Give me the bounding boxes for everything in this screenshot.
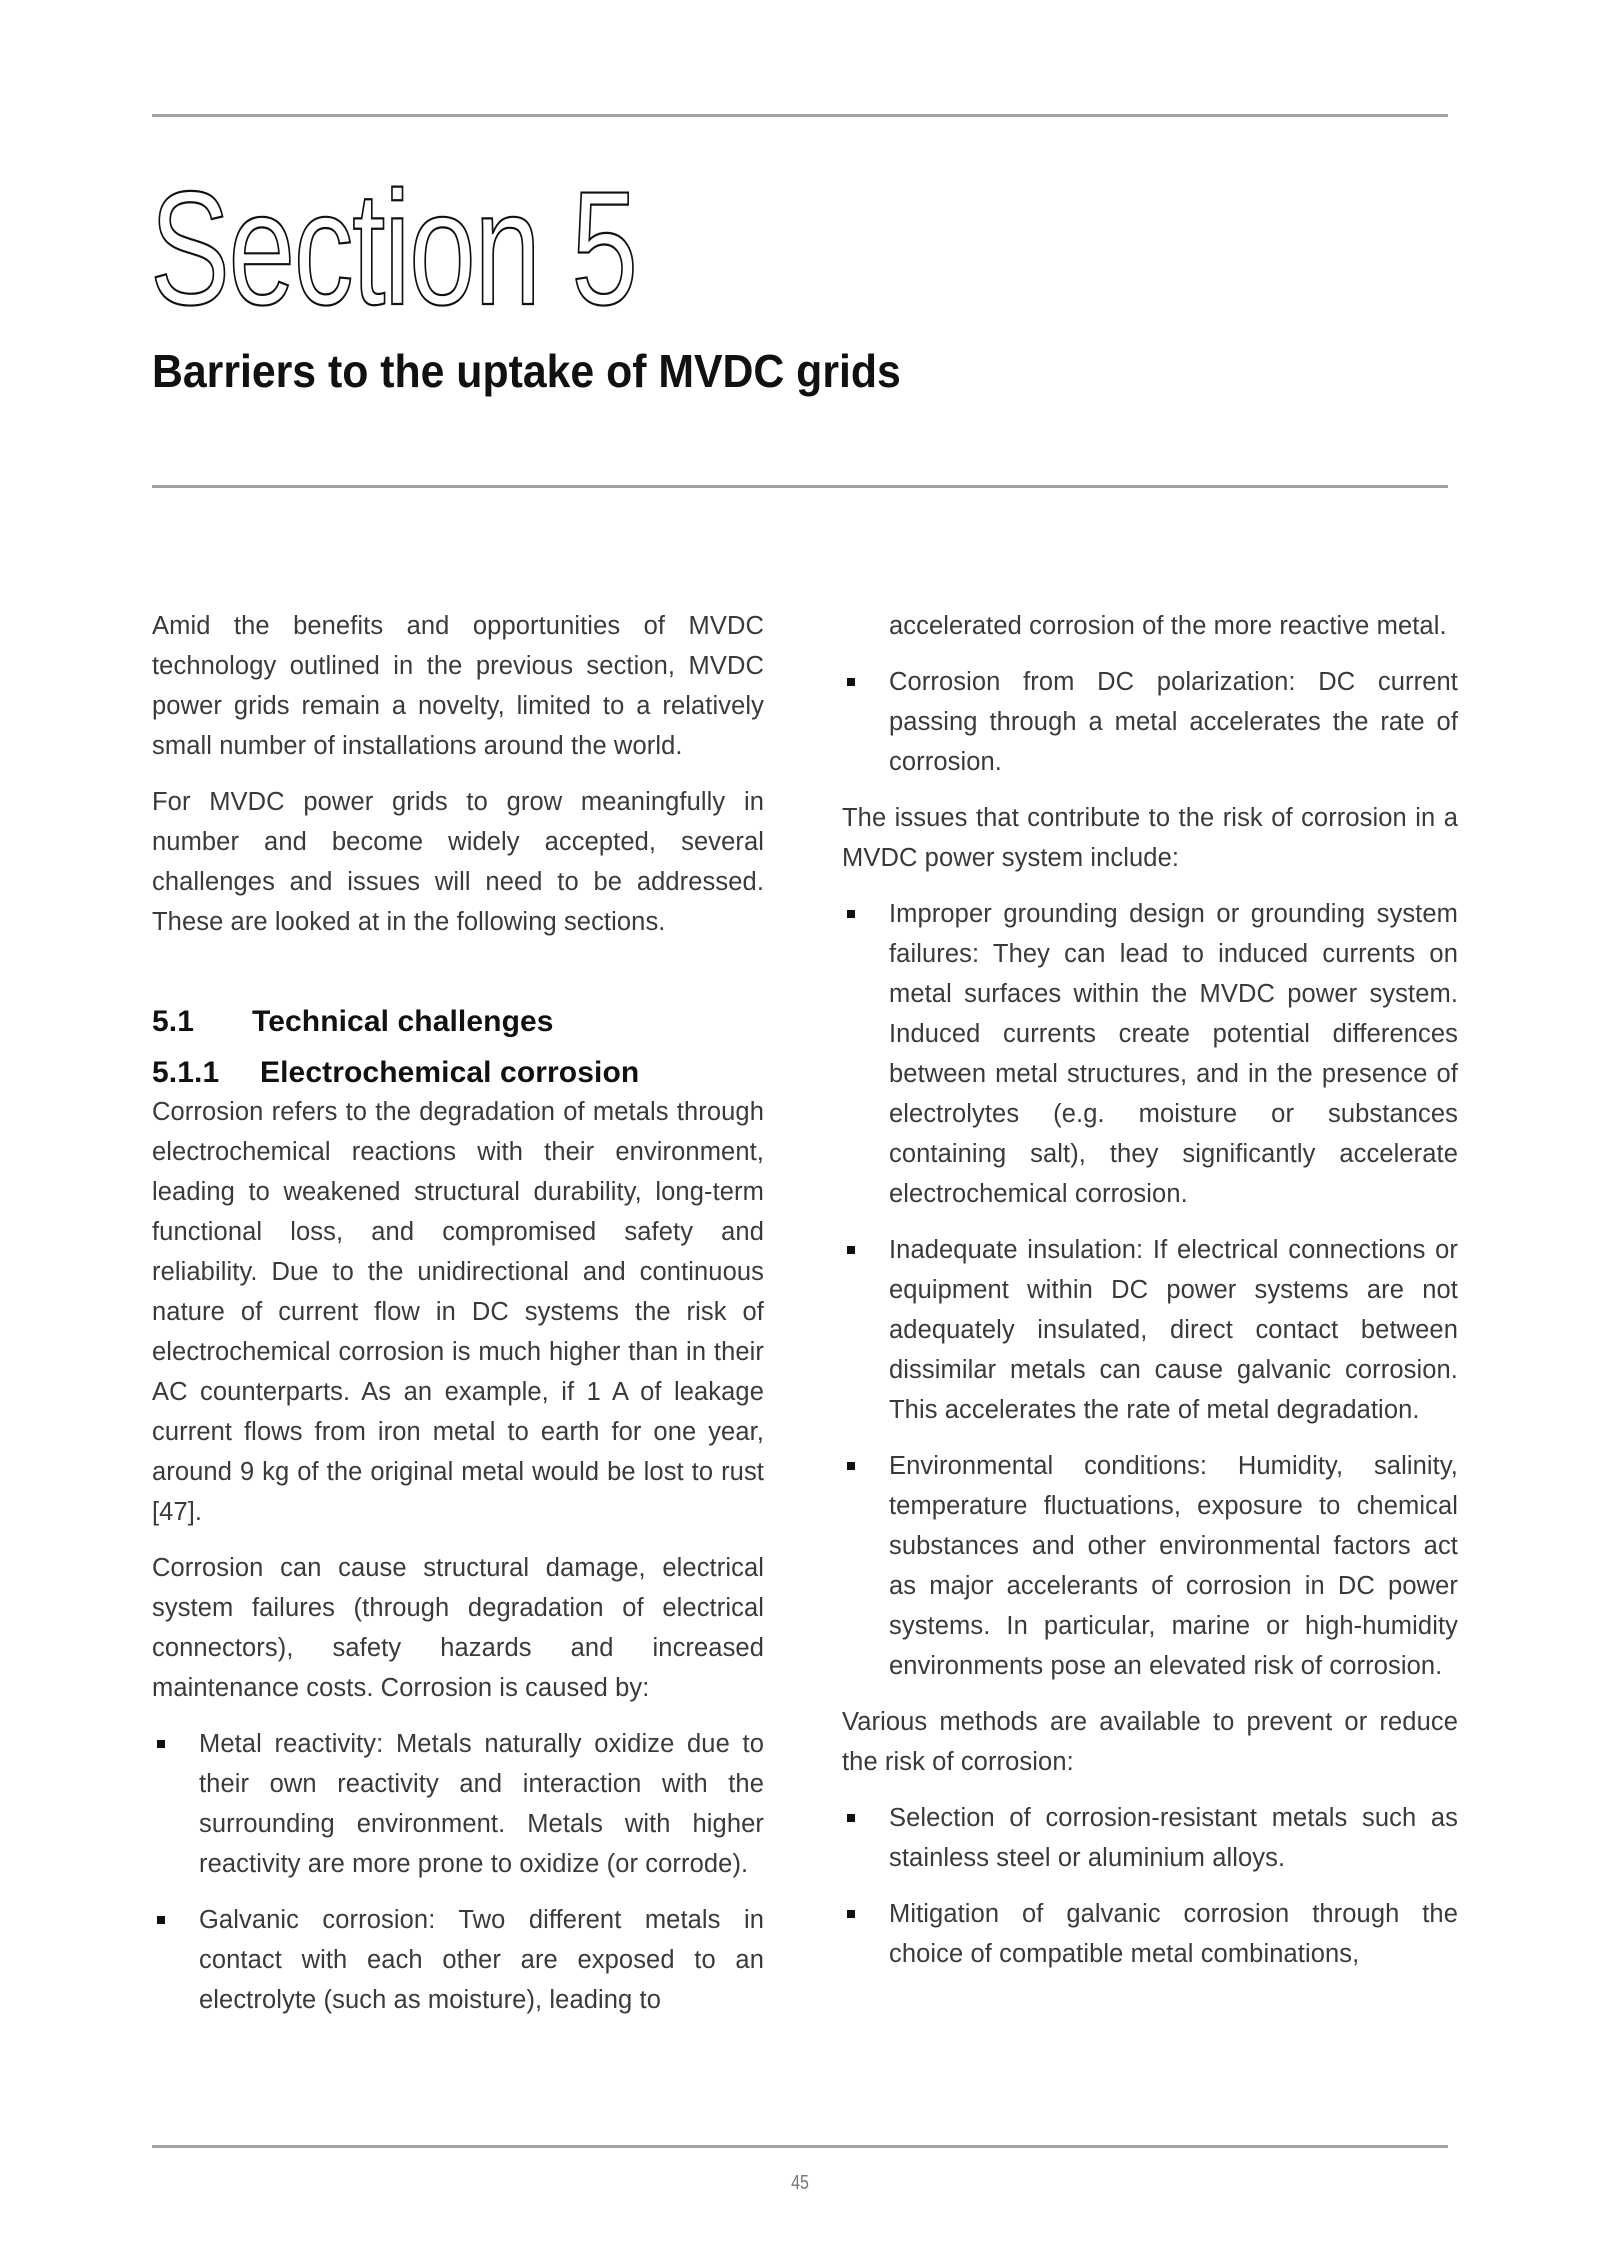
footer-divider [152,2145,1448,2148]
square-bullet-icon [847,1814,855,1822]
list-item [842,1446,1458,1686]
square-bullet-icon [157,1740,165,1748]
list-item [842,894,1458,1214]
issues-list [842,894,1458,1686]
methods-list [842,1798,1458,1974]
list-item [842,1798,1458,1878]
list-item-text: Galvanic corrosion: Two different metals in contact with each other are exposed to an electrolyte (such as moisture), leading to [199,1906,764,2014]
list-item [152,1724,764,1884]
list-item [842,1894,1458,1974]
left-column [152,606,764,2036]
list-item [152,1900,764,2020]
square-bullet-icon [847,910,855,918]
intro-paragraph: Amid the benefits and opportunities of MVDC technology outlined in the previous section, MVDC power grids remain a novelty, limited to a relatively small number of installations around the world. [152,612,764,760]
header-divider [152,485,1448,488]
page-title: Barriers to the uptake of MVDC grids [152,345,901,397]
top-divider [152,114,1448,117]
square-bullet-icon [157,1916,165,1924]
section-label: Section 5 [150,158,637,339]
heading-5-1-1 [152,1052,764,1094]
square-bullet-icon [847,678,855,686]
list-item-text: accelerated corrosion of the more reactive metal. [889,612,1447,640]
list-item-continuation [842,606,1458,646]
page-number: 45 [791,2172,809,2194]
body-paragraph: Corrosion can cause structural damage, electrical system failures (through degradation of electrical connectors), safety hazards and increased maintenance costs. Corrosion is caused by: [152,1554,764,1702]
body-paragraph: Various methods are available to prevent or reduce the risk of corrosion: [842,1708,1458,1776]
list-item-text: Inadequate insulation: If electrical connections or equipment within DC power systems are not adequately insulated, direct contact between dissimilar metals can cause galvanic corrosion. This accelerates the rate of metal degradation. [889,1236,1458,1424]
list-item [842,662,1458,782]
list-item [842,1230,1458,1430]
causes-list-continued [842,606,1458,782]
heading-text: Technical challenges [252,1005,554,1038]
square-bullet-icon [847,1246,855,1254]
heading-number: 5.1.1 [152,1056,220,1089]
intro-paragraph: For MVDC power grids to grow meaningfully in number and become widely accepted, several challenges and issues will need to be addressed. These are looked at in the following sections. [152,788,764,936]
heading-text: Electrochemical corrosion [260,1056,640,1089]
list-item-text: Corrosion from DC polarization: DC current passing through a metal accelerates the rate of corrosion. [889,668,1458,776]
heading-5-1 [152,1002,764,1042]
heading-number: 5.1 [152,1005,195,1038]
list-item-text: Metal reactivity: Metals naturally oxidize due to their own reactivity and interaction with the surrounding environment. Metals with higher reactivity are more prone to oxidize (or corrode). [199,1730,764,1878]
list-item-text: Improper grounding design or grounding system failures: They can lead to induced currents on metal surfaces within the MVDC power system. Induced currents create potential differences between metal structures, and in the presence of electrolytes (e.g. moisture or substances containing salt), they significantly accelerate electrochemical corrosion. [889,900,1458,1208]
list-item-text: Mitigation of galvanic corrosion through the choice of compatible metal combinations, [889,1900,1458,1968]
square-bullet-icon [847,1462,855,1470]
body-paragraph: Corrosion refers to the degradation of metals through electrochemical reactions with their environment, leading to weakened structural durability, long-term functional loss, and compromised safety and reliability. Due to the unidirectional and continuous nature of current flow in DC systems the risk of electrochemical corrosion is much higher than in their AC counterparts. As an example, if 1 A of leakage current flows from iron metal to earth for one year, around 9 kg of the original metal would be lost to rust [47]. [152,1098,764,1526]
right-column [842,606,1458,1990]
body-paragraph: The issues that contribute to the risk of corrosion in a MVDC power system include: [842,804,1458,872]
square-bullet-icon [847,1910,855,1918]
list-item-text: Selection of corrosion-resistant metals such as stainless steel or aluminium alloys. [889,1804,1458,1872]
causes-list [152,1724,764,2020]
list-item-text: Environmental conditions: Humidity, salinity, temperature fluctuations, exposure to chemical substances and other environmental factors act as major accelerants of corrosion in DC power systems. In particular, marine or high-humidity environments pose an elevated risk of corrosion. [889,1452,1458,1680]
